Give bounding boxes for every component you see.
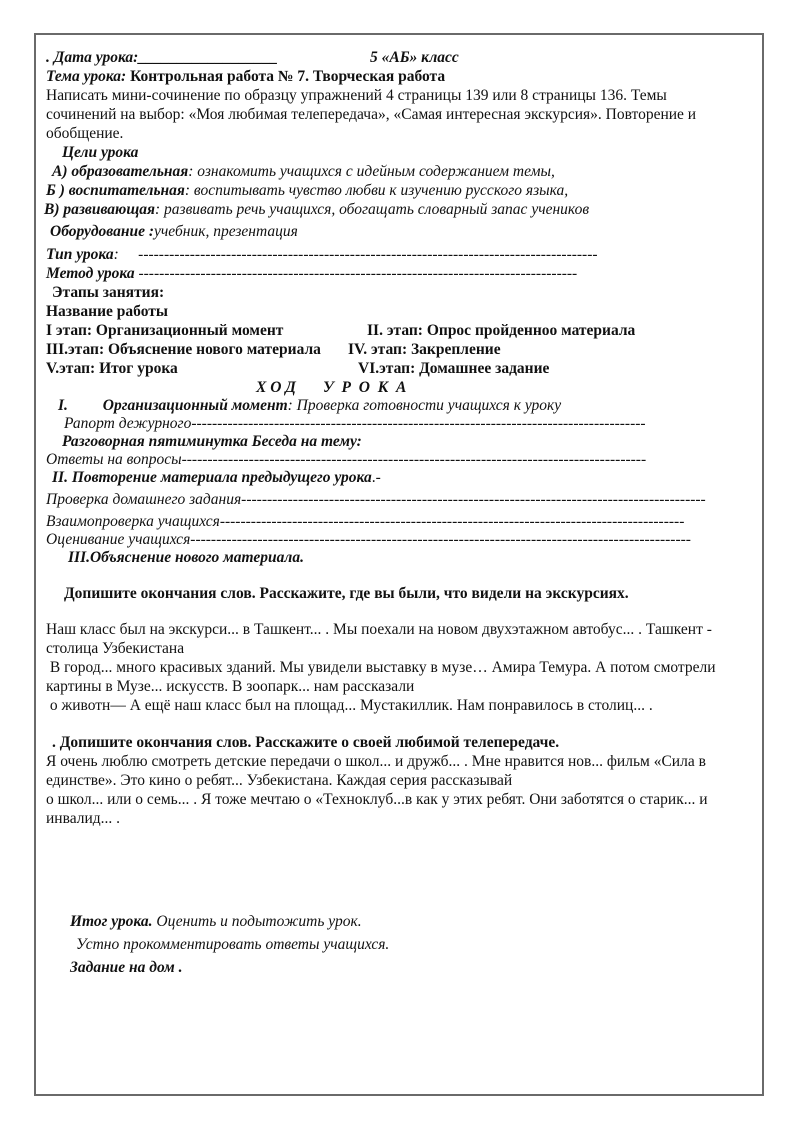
lesson-type-colon: :: [113, 246, 119, 263]
peer-check-dashes: ------------------------------------------------------------------------------------------: [219, 513, 685, 530]
lesson-type-dashes: -----------------------------------------------------------------------------------------: [138, 246, 598, 263]
grading-label: Оценивание учащихся: [46, 531, 191, 548]
answers-dashes: ------------------------------------------------------------------------------------------: [181, 451, 647, 468]
goal-a: [52, 162, 555, 181]
date-blank: __________________: [138, 49, 278, 66]
org-moment-line: [58, 396, 561, 415]
exercise2-line-4: инвалид... .: [46, 810, 121, 827]
exercise1-line-2: столица Узбекистана: [46, 640, 185, 657]
goal-b-label: Б ) воспитательная: [46, 182, 185, 199]
exercise1-line-1: Наш класс был на экскурси... в Ташкент... . Мы поехали на новом двухэтажном автобус... . Ташкент -: [46, 621, 712, 638]
report-line: [64, 414, 646, 433]
grading-line: [46, 530, 691, 549]
stage-2: II. этап: Опрос пройденноо материала: [367, 322, 636, 339]
lesson-type-label: Тип урока: [46, 246, 114, 263]
exercise2-line-2: единстве». Это кино о ребят... Узбекистана. Каждая серия рассказывай: [46, 772, 513, 789]
summary-text: Оценить и подытожить урок.: [152, 913, 362, 930]
intro-line-1: Написать мини-сочинение по образцу упражнений 4 страницы 139 или 8 страницы 136. Темы: [46, 87, 667, 104]
exercise2-task: . Допишите окончания слов. Расскажите о своей любимой телепередаче.: [52, 734, 560, 751]
repeat-title: II. Повторение материала предыдущего урока: [52, 469, 372, 486]
goals-title: Цели урока: [62, 144, 139, 161]
goal-a-label: А) образовательная: [52, 163, 189, 180]
grading-dashes: -------------------------------------------------------------------------------------------------: [190, 531, 691, 548]
repeat-line: [52, 468, 381, 487]
stages-title: Этапы занятия:: [52, 284, 165, 301]
intro-line-2: сочинений на выбор: «Моя любимая телепередача», «Самая интересная экскурсия». Повторение и: [46, 106, 697, 123]
report-label: Рапорт дежурного: [64, 415, 192, 432]
stage-3: III.этап: Объяснение нового материала: [46, 341, 321, 358]
report-dashes: ----------------------------------------------------------------------------------------: [191, 415, 646, 432]
exercise1-line-3: В город... много красивых зданий. Мы увидели выставку в музе… Амира Темура. А потом смотрели: [46, 659, 716, 676]
topic-line: [46, 67, 445, 86]
homework-check-dashes: ------------------------------------------------------------------------------------------: [241, 491, 706, 508]
exercise1-line-4: картины в Музе... искусств. В зоопарк... нам рассказали: [46, 678, 415, 695]
exercise2-line-1: Я очень люблю смотреть детские передачи о школ... и дружб... . Мне нравится нов... фильм «Сила в: [46, 753, 706, 770]
exercise2-line-3: о школ... или о семь... . Я тоже мечтаю о «Техноклуб...в как у этих ребят. Они заботятся о старик... и: [46, 791, 708, 808]
goal-c-text: : развивать речь учащихся, обогащать словарный запас учеников: [155, 201, 590, 218]
answers-label: Ответы на вопросы: [46, 451, 182, 468]
equipment-label: Оборудование :: [50, 223, 155, 240]
course-title: Х О Д У Р О К А: [256, 379, 407, 396]
equipment-value: учебник, презентация: [154, 223, 298, 240]
stage-1: I этап: Организационный момент: [46, 322, 284, 339]
goal-b-text: : воспитывать чувство любви к изучению русского языка,: [184, 182, 569, 199]
topic-value: Контрольная работа № 7. Творческая работа: [130, 68, 446, 85]
exercise1-task: Допишите окончания слов. Расскажите, где вы были, что видели на экскурсиях.: [64, 585, 629, 602]
date-line: [46, 48, 278, 67]
org-moment-num: I.: [58, 397, 68, 414]
homework-label: Задание на дом .: [70, 959, 183, 976]
lesson-type-line: [46, 245, 598, 264]
exercise1-line-5: о животн— А ещё наш класс был на площад... Мустакиллик. Нам понравилось в столиц... .: [46, 697, 653, 714]
repeat-end: .-: [371, 469, 381, 486]
stage-4: IV. этап: Закрепление: [348, 341, 501, 358]
date-label: . Дата урока:: [46, 49, 139, 66]
peer-check-label: Взаимопроверка учащихся: [46, 513, 220, 530]
org-moment-label: Организационный момент: [102, 397, 288, 414]
topic-label: Тема урока:: [46, 68, 127, 85]
summary-comment: Устно прокомментировать ответы учащихся.: [76, 936, 390, 953]
work-name-label: Название работы: [46, 303, 168, 320]
method-dashes: -------------------------------------------------------------------------------------: [134, 265, 578, 282]
equipment-line: [50, 222, 298, 241]
answers-line: [46, 450, 646, 469]
new-material-title: III.Объяснение нового материала.: [68, 549, 304, 566]
goal-a-text: : ознакомить учащихся с идейным содержанием темы,: [188, 163, 555, 180]
homework-check-label: Проверка домашнего задания: [46, 491, 242, 508]
stage-6: VI.этап: Домашнее задание: [358, 360, 550, 377]
intro-line-3: обобщение.: [46, 125, 124, 142]
talk-title: Разговорная пятиминутка Беседа на тему:: [62, 433, 362, 450]
goal-c-label: В) развивающая: [44, 201, 155, 218]
peer-check-line: [46, 512, 684, 531]
homework-check-line: [46, 490, 706, 509]
summary-label: Итог урока.: [70, 913, 153, 930]
summary-line: [70, 912, 362, 931]
class-label: 5 «АБ» класс: [370, 49, 459, 66]
org-moment-text: : Проверка готовности учащихся к уроку: [287, 397, 562, 414]
method-line: [46, 264, 577, 283]
stage-5: V.этап: Итог урока: [46, 360, 178, 377]
goal-c: [44, 200, 589, 219]
method-label: Метод урока: [46, 265, 135, 282]
goal-b: [46, 181, 568, 200]
